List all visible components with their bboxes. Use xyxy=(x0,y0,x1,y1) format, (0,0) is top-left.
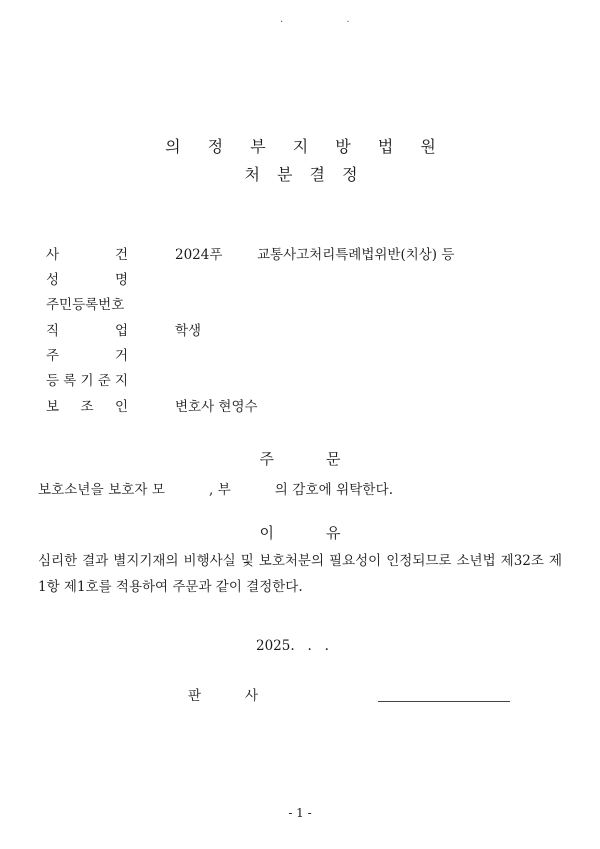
assistant-value: 변호사 현영수 xyxy=(175,399,258,415)
order-heading-char-1: 주 xyxy=(259,450,274,468)
judge-label-char-1: 판 xyxy=(188,688,202,704)
occupation-label xyxy=(46,319,128,339)
address-label xyxy=(46,344,128,364)
case-name: 교통사고처리특례법위반(치상) 등 xyxy=(257,247,455,263)
registered-domicile-label-char-5: 지 xyxy=(114,373,128,389)
name-label-char-1: 성 xyxy=(46,272,60,288)
case-label xyxy=(46,243,128,263)
case-label-char-1: 사 xyxy=(46,247,60,263)
page-number: - 1 - xyxy=(288,806,312,820)
judge-label-char-2: 사 xyxy=(244,688,258,704)
court-name: 의 정 부 지 방 법 원 xyxy=(165,137,447,156)
name-label-char-2: 명 xyxy=(114,272,128,288)
order-heading xyxy=(0,448,600,469)
order-heading-char-2: 문 xyxy=(326,450,341,468)
registered-domicile-label-char-3: 기 xyxy=(80,373,94,389)
reasons-heading-char-1: 이 xyxy=(259,524,274,542)
assistant-label-char-1: 보 xyxy=(46,399,60,415)
rrn-label xyxy=(46,293,128,313)
occupation-label-char-1: 직 xyxy=(46,323,60,339)
rrn-label-text: 주민등록번호 xyxy=(46,297,125,313)
registered-domicile-label-char-1: 등 xyxy=(46,373,60,389)
registered-domicile-label-char-4: 준 xyxy=(97,373,111,389)
order-text: 보호소년을 보호자 모 , 부 의 감호에 위탁한다. xyxy=(38,482,394,498)
signature-line xyxy=(378,701,510,702)
occupation-value: 학생 xyxy=(175,323,202,339)
case-label-char-2: 건 xyxy=(114,247,128,263)
assistant-label-char-3: 인 xyxy=(114,399,128,415)
registered-domicile-label-char-2: 록 xyxy=(63,373,77,389)
reasons-heading-char-2: 유 xyxy=(326,524,341,542)
name-label xyxy=(46,268,128,288)
document-title: 처 분 결 정 xyxy=(244,165,364,184)
case-number: 2024푸 xyxy=(175,247,223,263)
reasons-text: 심리한 결과 별지기재의 비행사실 및 보호처분의 필요성이 인정되므로 소년법 제32조 제1항 제1호를 적용하여 주문과 같이 결정한다. xyxy=(38,553,562,595)
assistant-label xyxy=(46,395,128,415)
address-label-char-1: 주 xyxy=(46,348,60,364)
assistant-label-char-2: 조 xyxy=(80,399,94,415)
top-marks: . . xyxy=(280,14,380,25)
judge-label xyxy=(188,684,258,704)
address-label-char-2: 거 xyxy=(114,348,128,364)
reasons-heading xyxy=(0,522,600,543)
occupation-label-char-2: 업 xyxy=(114,323,128,339)
registered-domicile-label xyxy=(46,369,128,389)
decision-date: 2025. . . xyxy=(256,638,329,654)
